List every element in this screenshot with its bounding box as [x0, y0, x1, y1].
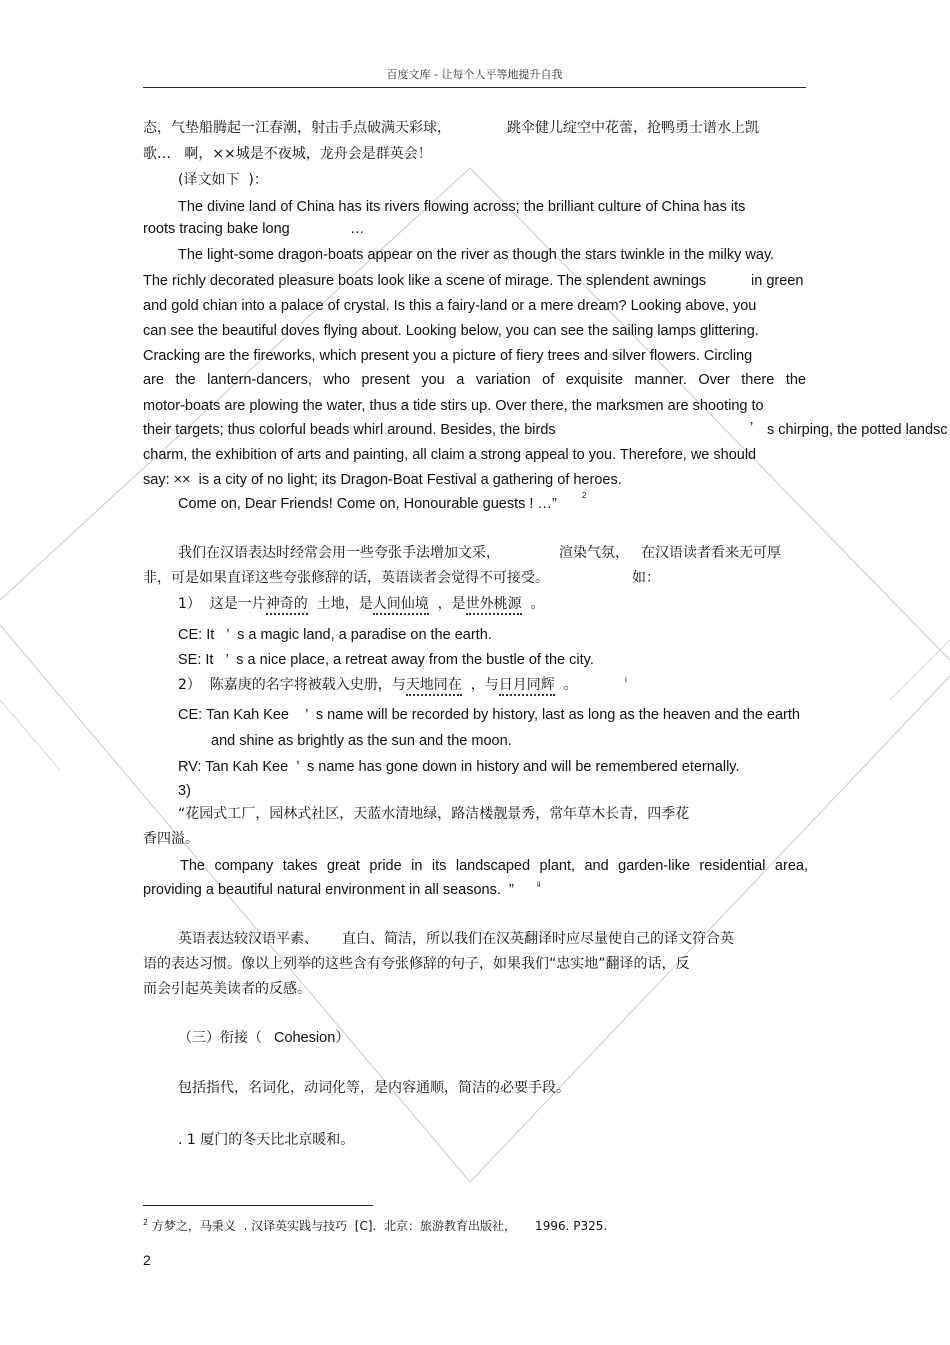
footnote: $^2$ 方梦之，马秉义 . 汉译英实践与技巧 [C]. 北京：旅游教育出版社， 1996. P325. — [143, 1218, 608, 1233]
text-line: and gold chian into a palace of crystal. Is this a fairy-land or a mere dream? Looking above, you — [143, 298, 757, 314]
section-heading: （三）衔接（ Cohesion） — [178, 1030, 350, 1046]
text-line: Come on, Dear Friends! Come on, Honourable guests ! …” — [178, 496, 557, 512]
text-line: Cracking are the fireworks, which present you a picture of fiery trees and silver flowers. Circling — [143, 348, 753, 364]
text-line: 语的表达习惯。像以上列举的这些含有夸张修辞的句子，如果我们“忠实地”翻译的话，反 — [143, 956, 690, 972]
endnote-marker: ii — [537, 880, 541, 889]
text-line: 在汉语读者看来无可厚 — [641, 545, 781, 561]
footnote-number: 2 — [143, 1218, 149, 1227]
text-line: s chirping, the potted landsc — [767, 422, 948, 438]
text-line: The company takes great pride in its landscaped plant, and garden-like residential area, — [180, 858, 808, 874]
emphasis-dotted: 人间仙境 — [373, 596, 429, 615]
text-line: 我们在汉语表达时经常会用一些夸张手法增加文采， — [178, 545, 500, 561]
text-line: say: ×× is a city of no light; its Dragon-Boat Festival a gathering of heroes. — [143, 472, 622, 488]
text-line: their targets; thus colorful beads whirl around. Besides, the birds — [143, 422, 556, 438]
text-line: RV: Tan Kah Kee ’ s name has gone down in history and will be remembered eternally. — [178, 759, 740, 775]
footnote-divider — [143, 1205, 373, 1206]
emphasis-dotted: 天地同在 — [406, 677, 462, 696]
text-line: CE: It ’ s a magic land, a paradise on the earth. — [178, 627, 492, 643]
text-line: ’ — [750, 420, 754, 436]
example-line: 1） 这是一片神奇的 土地，是人间仙境 ，是世外桃源 。 — [178, 595, 545, 613]
text-line: 态，气垫船腾起一江春潮，射击手点破满天彩球， — [143, 120, 451, 136]
text-line: and shine as brightly as the sun and the moon. — [211, 733, 512, 749]
text-line: 跳伞健儿绽空中花蕾，抢鸭勇士谱水上凯 — [507, 120, 759, 136]
endnote-marker: i — [625, 675, 627, 684]
text-line: … — [350, 221, 365, 237]
text-line: roots tracing bake long — [143, 221, 290, 237]
text-line: The divine land of China has its rivers flowing across; the brilliant culture of China has its — [178, 199, 746, 215]
text-line: 而会引起英美读者的反感。 — [143, 981, 311, 997]
text-line: charm, the exhibition of arts and painting, all claim a strong appeal to you. Therefore, we should — [143, 447, 757, 463]
example-line: 2） 陈嘉庚的名字将被载入史册，与天地同在 ，与日月同辉 。 — [178, 676, 578, 694]
emphasis-dotted: 神奇的 — [266, 596, 308, 615]
page-number: 2 — [143, 1252, 151, 1268]
text-line: 渲染气氛， — [559, 545, 629, 561]
footnote-marker: 2 — [582, 491, 587, 500]
text-line: CE: Tan Kah Kee ’ s name will be recorded by history, last as long as the heaven and the earth — [178, 707, 800, 723]
text-line: 香四溢。 — [143, 831, 199, 847]
text-line: The richly decorated pleasure boats look like a scene of mirage. The splendent awnings — [143, 273, 707, 289]
text-line: are the lantern-dancers, who present you a variation of exquisite manner. Over there the — [143, 372, 806, 388]
text-line: can see the beautiful doves flying about. Looking below, you can see the sailing lamps glittering. — [143, 323, 759, 339]
header-text: 百度文库 - 让每个人平等地提升自我 — [386, 68, 563, 81]
text-line: “花园式工厂，园林式社区，天蓝水清地绿，路洁楼靓景秀，常年草木长青，四季花 — [178, 806, 690, 822]
text-line: providing a beautiful natural environment in all seasons. ” — [143, 882, 514, 898]
text-line: SE: It ’ s a nice place, a retreat away from the bustle of the city. — [178, 652, 594, 668]
text-line: 歌… 啊，××城是不夜城，龙舟会是群英会！ — [143, 146, 432, 162]
text-line: motor-boats are plowing the water, thus a tide stirs up. Over there, the marksmen are shooting to — [143, 398, 764, 414]
text-line: 如： — [632, 570, 660, 586]
text-line: 3) — [178, 783, 191, 799]
text-line: 非，可是如果直译这些夸张修辞的话，英语读者会觉得不可接受。 — [143, 570, 549, 586]
page-header — [143, 67, 806, 88]
text-line: . 1 厦门的冬天比北京暖和。 — [178, 1132, 355, 1148]
emphasis-dotted: 日月同辉 — [499, 677, 555, 696]
text-line: 包括指代，名词化，动词化等，是内容通顺，简洁的必要手段。 — [178, 1080, 570, 1096]
text-line: The light-some dragon-boats appear on the river as though the stars twinkle in the milky way. — [178, 247, 775, 263]
text-line: (译文如下 )： — [178, 172, 268, 188]
text-line: in green — [751, 273, 804, 289]
text-line: 直白、简洁，所以我们在汉英翻译时应尽量使自己的译文符合英 — [342, 931, 734, 947]
text-line: 英语表达较汉语平素、 — [178, 931, 318, 947]
emphasis-dotted: 世外桃源 — [466, 596, 522, 615]
